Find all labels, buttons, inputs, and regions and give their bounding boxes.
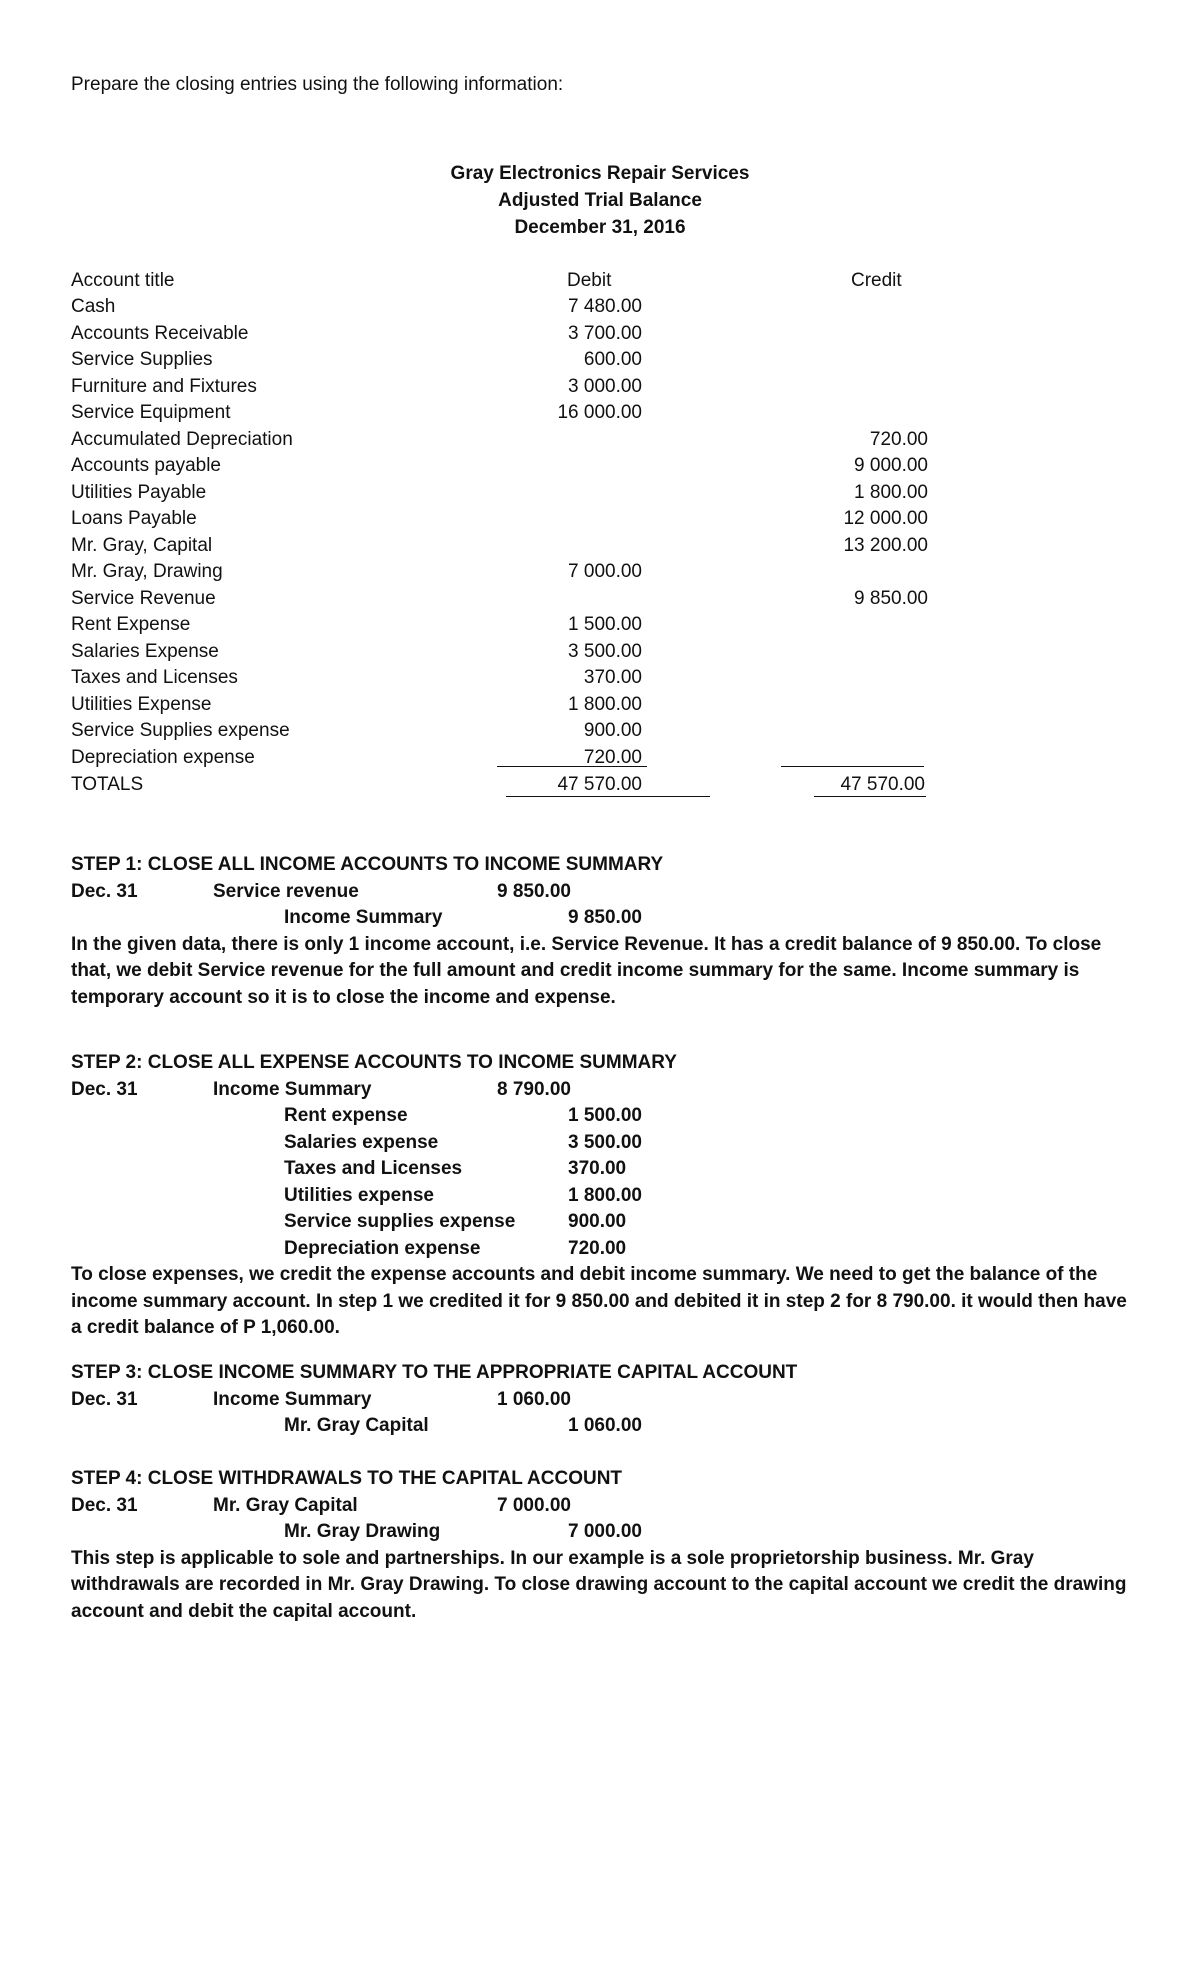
totals-debit-underline bbox=[506, 796, 710, 797]
entry-credit-amount: 900.00 bbox=[568, 1211, 627, 1232]
company-name: Gray Electronics Repair Services bbox=[450, 163, 750, 184]
credit-cell: 12 000.00 bbox=[843, 508, 928, 529]
step-heading: STEP 4: CLOSE WITHDRAWALS TO THE CAPITAL ACCOUNT bbox=[71, 1468, 623, 1489]
debit-cell: 1 500.00 bbox=[568, 614, 642, 635]
account-title-cell: Mr. Gray, Drawing bbox=[71, 561, 223, 582]
entry-debit-amount: 1 060.00 bbox=[497, 1388, 571, 1410]
entry-debit-account: Mr. Gray Capital bbox=[213, 1494, 358, 1516]
totals-debit: 47 570.00 bbox=[557, 774, 642, 795]
entry-credit-account: Taxes and Licenses bbox=[284, 1158, 463, 1179]
step-explanation: To close expenses, we credit the expense accounts and debit income summary. We need to get the balance of the income summary account. In step 1 we credited it for 9 850.00 and debited it in step 2 for 8 790.00. it would then have a credit balance of P 1,060.00. bbox=[71, 1264, 1127, 1338]
entry-debit-account: Service revenue bbox=[213, 880, 359, 902]
totals-credit: 47 570.00 bbox=[840, 774, 925, 795]
account-title-cell: Depreciation expense bbox=[71, 746, 255, 768]
credit-cell: 1 800.00 bbox=[854, 481, 928, 503]
debit-cell: 370.00 bbox=[583, 667, 642, 688]
step-heading: STEP 2: CLOSE ALL EXPENSE ACCOUNTS TO INCOME SUMMARY bbox=[71, 1052, 677, 1073]
credit-cell: 9 000.00 bbox=[854, 455, 928, 476]
step-explanation: This step is applicable to sole and partnerships. In our example is a sole proprietorship business. Mr. Gray withdrawals are recorded in Mr. Gray Drawing. To close drawing account to the capital account we credit the drawing account and debit the capital account. bbox=[71, 1547, 1127, 1622]
account-title-cell: Utilities Payable bbox=[71, 481, 207, 503]
account-title-cell: Mr. Gray, Capital bbox=[71, 534, 213, 556]
entry-credit-amount: 1 500.00 bbox=[568, 1105, 642, 1126]
entry-date: Dec. 31 bbox=[71, 1388, 138, 1410]
account-title-cell: Accounts payable bbox=[71, 455, 221, 476]
credit-cell: 720.00 bbox=[869, 428, 928, 450]
account-title-cell: Rent Expense bbox=[71, 614, 191, 635]
entry-credit-account: Mr. Gray Drawing bbox=[284, 1521, 441, 1542]
entry-credit-amount: 370.00 bbox=[568, 1158, 627, 1179]
entry-debit-account: Income Summary bbox=[213, 1078, 372, 1100]
entry-credit-account: Utilities expense bbox=[284, 1184, 434, 1206]
entry-debit-amount: 9 850.00 bbox=[497, 880, 571, 902]
entry-date: Dec. 31 bbox=[71, 880, 138, 902]
totals-credit-underline bbox=[814, 796, 926, 797]
totals-label: TOTALS bbox=[71, 774, 144, 795]
debit-total-rule bbox=[497, 766, 647, 767]
entry-credit-account: Service supplies expense bbox=[284, 1211, 516, 1232]
account-title-cell: Furniture and Fixtures bbox=[71, 375, 257, 397]
col-header-credit: Credit bbox=[851, 270, 902, 291]
account-title-cell: Salaries Expense bbox=[71, 640, 219, 662]
step-explanation: In the given data, there is only 1 income account, i.e. Service Revenue. It has a credit balance of 9 850.00. To close that, we debit Service revenue for the full amount and credit income summary for the same. Income summary is temporary account so it is to close the income and expense. bbox=[71, 933, 1102, 1008]
account-title-cell: Cash bbox=[71, 296, 116, 317]
entry-credit-amount: 1 800.00 bbox=[568, 1184, 642, 1206]
account-title-cell: Accumulated Depreciation bbox=[71, 428, 293, 450]
col-header-debit: Debit bbox=[567, 270, 612, 291]
debit-cell: 600.00 bbox=[583, 349, 642, 370]
col-header-account: Account title bbox=[71, 270, 175, 291]
report-title: Adjusted Trial Balance bbox=[498, 190, 702, 211]
debit-cell: 900.00 bbox=[583, 720, 642, 741]
step-heading: STEP 3: CLOSE INCOME SUMMARY TO THE APPROPRIATE CAPITAL ACCOUNT bbox=[71, 1362, 798, 1383]
entry-credit-account: Rent expense bbox=[284, 1105, 408, 1126]
entry-credit-account: Depreciation expense bbox=[284, 1237, 481, 1259]
entry-credit-amount: 720.00 bbox=[568, 1237, 627, 1259]
debit-cell: 3 500.00 bbox=[568, 640, 642, 662]
account-title-cell: Accounts Receivable bbox=[71, 322, 249, 344]
credit-cell: 9 850.00 bbox=[854, 587, 928, 609]
debit-cell: 7 480.00 bbox=[568, 296, 642, 317]
account-title-cell: Service Revenue bbox=[71, 587, 216, 609]
entry-credit-amount: 7 000.00 bbox=[568, 1521, 642, 1542]
step-heading: STEP 1: CLOSE ALL INCOME ACCOUNTS TO INCOME SUMMARY bbox=[71, 854, 664, 875]
debit-cell: 3 000.00 bbox=[568, 375, 642, 397]
entry-credit-account: Salaries expense bbox=[284, 1131, 439, 1153]
account-title-cell: Utilities Expense bbox=[71, 693, 212, 715]
credit-total-rule bbox=[781, 766, 924, 767]
debit-cell: 7 000.00 bbox=[568, 561, 642, 582]
entry-credit-amount: 1 060.00 bbox=[568, 1415, 642, 1436]
entry-debit-account: Income Summary bbox=[213, 1388, 372, 1410]
report-date: December 31, 2016 bbox=[514, 217, 686, 238]
entry-credit-account: Mr. Gray Capital bbox=[284, 1415, 429, 1436]
entry-credit-account: Income Summary bbox=[284, 907, 443, 928]
account-title-cell: Service Supplies expense bbox=[71, 720, 290, 741]
entry-credit-amount: 9 850.00 bbox=[568, 907, 642, 928]
entry-date: Dec. 31 bbox=[71, 1078, 138, 1100]
entry-date: Dec. 31 bbox=[71, 1494, 138, 1516]
entry-debit-amount: 8 790.00 bbox=[497, 1078, 571, 1100]
debit-cell: 720.00 bbox=[583, 746, 642, 768]
entry-debit-amount: 7 000.00 bbox=[497, 1494, 571, 1516]
debit-cell: 1 800.00 bbox=[568, 693, 642, 715]
account-title-cell: Service Equipment bbox=[71, 402, 231, 423]
entry-credit-amount: 3 500.00 bbox=[568, 1131, 642, 1153]
credit-cell: 13 200.00 bbox=[843, 534, 928, 556]
account-title-cell: Taxes and Licenses bbox=[71, 667, 238, 688]
account-title-cell: Loans Payable bbox=[71, 508, 197, 529]
debit-cell: 3 700.00 bbox=[568, 322, 642, 344]
instruction-text: Prepare the closing entries using the following information: bbox=[71, 74, 564, 95]
account-title-cell: Service Supplies bbox=[71, 349, 213, 370]
debit-cell: 16 000.00 bbox=[557, 402, 642, 423]
